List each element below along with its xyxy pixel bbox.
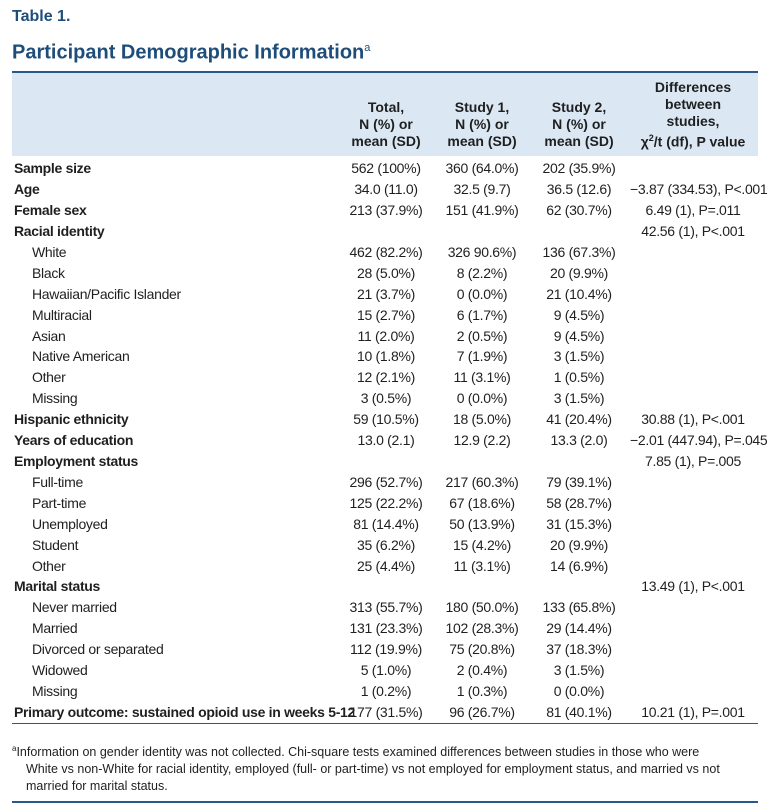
cell-differences: −3.87 (334.53), P<.001 [630, 181, 768, 198]
header-differences: Differences between studies, $\chi^2/t$ (df), P value [640, 78, 746, 150]
table-row [12, 660, 758, 681]
row-label: Racial identity [14, 223, 105, 240]
cell-differences [628, 326, 758, 347]
cell-study2: 13.3 (2.0) [550, 432, 608, 449]
cell-differences [628, 618, 758, 639]
table-row [12, 326, 758, 347]
cell-differences [628, 535, 758, 556]
cell-differences [628, 305, 758, 326]
row-label: Unemployed [32, 515, 108, 532]
cell-study2 [530, 576, 628, 597]
table-row [12, 430, 758, 451]
cell-study2: 21 (10.4%) [546, 285, 612, 302]
row-label: Other [32, 557, 66, 574]
cell-total: 562 (100%) [351, 160, 421, 177]
cell-total: 59 (10.5%) [353, 411, 419, 428]
cell-differences [628, 242, 758, 263]
cell-study1: 12.9 (2.2) [453, 432, 511, 449]
cell-study1: 2 (0.4%) [456, 662, 508, 679]
cell-differences [628, 597, 758, 618]
cell-study1 [434, 576, 530, 597]
cell-differences [628, 263, 758, 284]
cell-total: 34.0 (11.0) [354, 181, 418, 198]
table-row [12, 200, 758, 221]
cell-total [338, 576, 434, 597]
footnote-line-1: $^a$Information on gender identity was not collected. Chi-square tests examined differences between studies in those who were [12, 743, 700, 759]
cell-total: 12 (2.1%) [357, 369, 415, 386]
bottom-table-rule [12, 723, 758, 724]
table-row [12, 179, 758, 200]
cell-study2: 9 (4.5%) [553, 306, 605, 323]
cell-study2: 79 (39.1%) [546, 473, 612, 490]
row-label: Other [32, 369, 66, 386]
cell-study1: 50 (13.9%) [449, 515, 515, 532]
cell-total: 177 (31.5%) [349, 703, 423, 720]
cell-total: 5 (1.0%) [360, 662, 412, 679]
table-row [12, 681, 758, 702]
cell-total: 81 (14.4%) [353, 515, 419, 532]
header-row [12, 73, 758, 157]
cell-study2: 58 (28.7%) [546, 494, 612, 511]
cell-study1: 75 (20.8%) [449, 641, 515, 658]
table-row [12, 514, 758, 535]
cell-study1: 7 (1.9%) [456, 348, 508, 365]
cell-study1: 1 (0.3%) [456, 682, 508, 699]
cell-study2: 1 (0.5%) [553, 369, 605, 386]
cell-study2: 36.5 (12.6) [546, 181, 612, 198]
table-row [12, 556, 758, 577]
row-label: Black [32, 264, 65, 281]
cell-study2: 0 (0.0%) [553, 682, 605, 699]
cell-total: 28 (5.0%) [357, 264, 415, 281]
cell-study1: 180 (50.0%) [445, 599, 519, 616]
cell-total: 21 (3.7%) [357, 285, 415, 302]
header-study2: Study 2, N (%) or mean (SD) [544, 99, 614, 150]
header-variable [12, 73, 338, 157]
row-label: Age [14, 181, 40, 198]
cell-study1: 67 (18.6%) [449, 494, 515, 511]
row-label: Missing [32, 390, 78, 407]
row-label: Primary outcome: sustained opioid use in weeks 5-12 [14, 703, 356, 720]
title-note-marker: a [364, 42, 371, 54]
cell-total: 112 (19.9%) [350, 641, 422, 658]
table-title [12, 34, 758, 67]
row-label: Never married [32, 599, 117, 616]
row-label: Sample size [14, 160, 91, 177]
cell-differences [628, 472, 758, 493]
cell-study1: 0 (0.0%) [456, 285, 508, 302]
table-row [12, 493, 758, 514]
table-row [12, 597, 758, 618]
cell-differences [628, 514, 758, 535]
cell-study2: 136 (67.3%) [542, 243, 616, 260]
cell-study1: 102 (28.3%) [445, 620, 519, 637]
row-label: Student [32, 536, 79, 553]
cell-differences: 10.21 (1), P=.001 [641, 703, 745, 720]
cell-total: 213 (37.9%) [349, 202, 423, 219]
cell-study2: 9 (4.5%) [553, 327, 605, 344]
cell-study1: 326 90.6%) [447, 243, 517, 260]
cell-total: 25 (4.4%) [357, 557, 415, 574]
cell-total: 131 (23.3%) [349, 620, 423, 637]
cell-study1 [434, 451, 530, 472]
table-title-text: Participant Demographic Information [12, 41, 365, 64]
cell-differences: 7.85 (1), P=.005 [645, 453, 741, 469]
cell-study2: 37 (18.3%) [546, 641, 612, 658]
cell-differences [628, 346, 758, 367]
cell-study1 [434, 221, 530, 242]
table-row [12, 576, 758, 597]
cell-study2: 133 (65.8%) [542, 599, 616, 616]
row-label: Years of education [14, 432, 134, 449]
footnote-line-2: White vs non-White for racial identity, employed (full- or part-time) vs not employed for employment status, and married vs not [26, 761, 720, 776]
cell-study1: 15 (4.2%) [453, 536, 511, 553]
cell-differences: 42.56 (1), P<.001 [641, 223, 745, 240]
table-row [12, 156, 758, 179]
row-label: Full-time [32, 473, 83, 490]
table-row [12, 409, 758, 430]
cell-differences [628, 388, 758, 409]
header-study1: Study 1, N (%) or mean (SD) [447, 99, 517, 150]
cell-study2: 20 (9.9%) [550, 264, 608, 281]
row-label: Hispanic ethnicity [14, 411, 129, 428]
cell-study1: 11 (3.1%) [453, 369, 511, 386]
row-label: Hawaiian/Pacific Islander [32, 285, 181, 302]
cell-differences [628, 493, 758, 514]
cell-study2: 29 (14.4%) [546, 620, 612, 637]
cell-study1: 0 (0.0%) [456, 390, 508, 407]
cell-differences: 30.88 (1), P<.001 [641, 411, 745, 428]
cell-study1: 360 (64.0%) [445, 160, 519, 177]
cell-total: 1 (0.2%) [360, 682, 412, 699]
table-row [12, 451, 758, 472]
cell-study2: 81 (40.1%) [546, 703, 612, 720]
cell-differences [628, 681, 758, 702]
table-row [12, 388, 758, 409]
table-figure [12, 0, 768, 803]
table-row [12, 305, 758, 326]
cell-total: 462 (82.2%) [349, 243, 423, 260]
cell-differences: 13.49 (1), P<.001 [641, 578, 745, 595]
row-label: Employment status [14, 453, 139, 469]
header-total: Total, N (%) or mean (SD) [351, 99, 421, 150]
cell-study1: 6 (1.7%) [456, 306, 508, 323]
table-row [12, 367, 758, 388]
footnote-line-3: married for marital status. [26, 778, 168, 793]
row-label: White [32, 243, 67, 260]
table-row [12, 242, 758, 263]
row-label: Married [32, 620, 78, 637]
table-row [12, 618, 758, 639]
cell-total: 13.0 (2.1) [357, 432, 415, 449]
row-label: Multiracial [32, 306, 92, 323]
cell-differences [628, 639, 758, 660]
cell-study1: 18 (5.0%) [453, 411, 511, 428]
demographics-table [12, 73, 768, 723]
cell-differences [628, 284, 758, 305]
cell-differences [628, 660, 758, 681]
row-label: Part-time [32, 494, 87, 511]
table-row [12, 221, 758, 242]
row-label: Native American [32, 348, 130, 365]
row-label: Missing [32, 682, 78, 699]
cell-differences [628, 556, 758, 577]
cell-study1: 2 (0.5%) [456, 327, 508, 344]
cell-study2: 3 (1.5%) [553, 390, 605, 407]
cell-study1: 8 (2.2%) [456, 264, 508, 281]
cell-total: 296 (52.7%) [349, 473, 423, 490]
table-row [12, 346, 758, 367]
table-row [12, 535, 758, 556]
cell-total: 125 (22.2%) [349, 494, 423, 511]
footnote [12, 740, 758, 795]
table-row [12, 472, 758, 493]
table-row [12, 702, 758, 723]
cell-total: 10 (1.8%) [357, 348, 415, 365]
cell-total: 11 (2.0%) [357, 327, 415, 344]
cell-study1: 11 (3.1%) [453, 557, 511, 574]
cell-total: 3 (0.5%) [360, 390, 412, 407]
cell-study2: 20 (9.9%) [550, 536, 608, 553]
cell-study1: 96 (26.7%) [449, 703, 515, 720]
table-header [12, 73, 758, 157]
cell-total [338, 451, 434, 472]
cell-total [338, 221, 434, 242]
cell-study2 [530, 221, 628, 242]
cell-study2: 202 (35.9%) [542, 160, 616, 177]
cell-study2: 41 (20.4%) [546, 411, 612, 428]
row-label: Widowed [32, 662, 88, 679]
table-row [12, 639, 758, 660]
cell-study2: 14 (6.9%) [550, 557, 608, 574]
cell-differences [628, 156, 758, 179]
cell-differences: 6.49 (1), P=.011 [645, 202, 741, 219]
table-body [12, 156, 768, 722]
cell-study2: 62 (30.7%) [546, 202, 612, 219]
cell-study2 [530, 451, 628, 472]
cell-differences: −2.01 (447.94), P=.045 [630, 432, 768, 449]
cell-study2: 3 (1.5%) [553, 662, 605, 679]
row-label: Female sex [14, 202, 87, 219]
cell-study1: 151 (41.9%) [445, 202, 519, 219]
row-label: Marital status [14, 578, 101, 595]
cell-study2: 3 (1.5%) [553, 348, 605, 365]
cell-differences [628, 367, 758, 388]
cell-study1: 217 (60.3%) [445, 473, 519, 490]
table-row [12, 284, 758, 305]
cell-total: 15 (2.7%) [357, 306, 415, 323]
row-label: Divorced or separated [32, 641, 164, 658]
cell-study1: 32.5 (9.7) [453, 181, 511, 198]
row-label: Asian [32, 327, 66, 344]
cell-total: 313 (55.7%) [349, 599, 423, 616]
cell-study2: 31 (15.3%) [546, 515, 612, 532]
table-row [12, 263, 758, 284]
table-label: Table 1. [12, 8, 71, 25]
cell-total: 35 (6.2%) [357, 536, 415, 553]
